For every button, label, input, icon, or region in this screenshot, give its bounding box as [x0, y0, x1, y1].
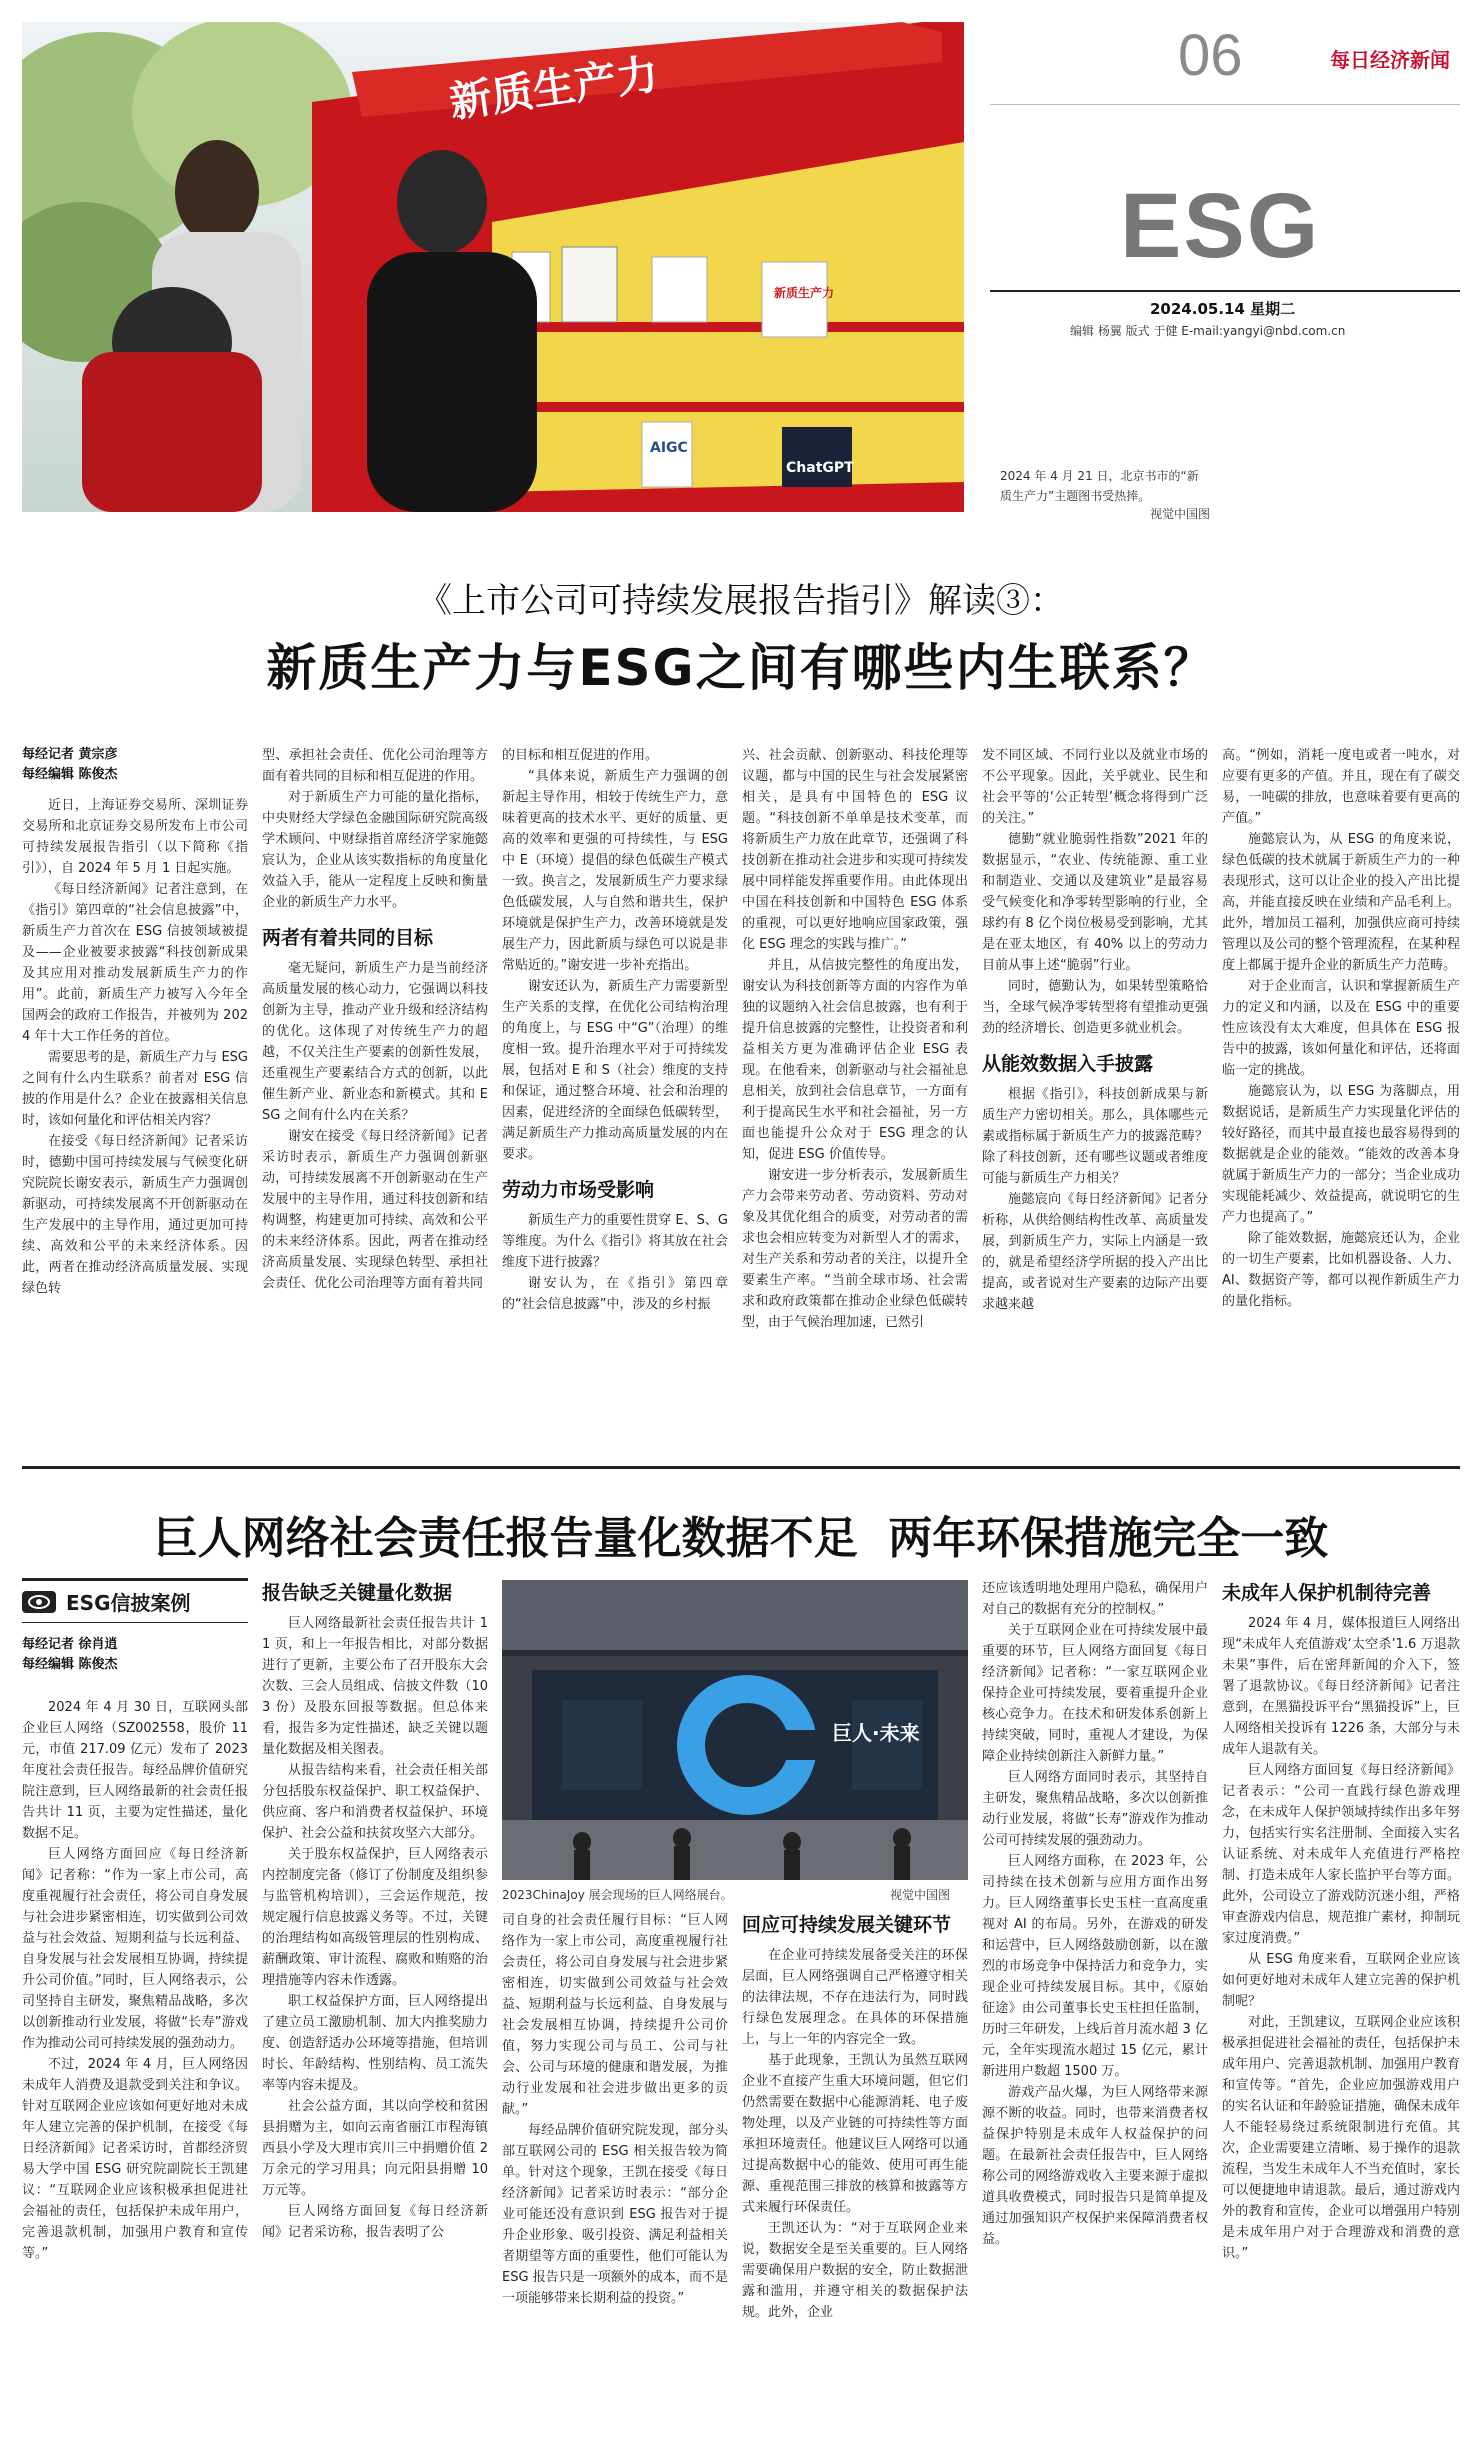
case-eye-icon	[22, 1591, 56, 1613]
article2-col4	[742, 1910, 968, 2418]
svg-text:ChatGPT: ChatGPT	[786, 460, 854, 476]
masthead-rule	[990, 104, 1460, 105]
top-photo-illustration	[22, 22, 964, 512]
paragraph: 从 ESG 角度来看，互联网企业应该如何更好地对未成年人建立完善的保护机制呢？	[1222, 1952, 1460, 2009]
paragraph: 巨人网络最新社会责任报告共计 11 页，和上一年报告相比，对部分数据进行了更新，主要公布了召开股东大会次数、三会人员组成、信披文件数（103 份）及股东回报等数据。但总体来看，报告多为定性描述，缺乏关键以题量化数据及相关图表。	[262, 1616, 488, 1757]
article1-col6	[1222, 745, 1460, 1455]
paper-name: 每日经济新闻	[1330, 48, 1450, 72]
article-divider	[22, 1466, 1460, 1469]
top-photo	[22, 22, 964, 512]
subhead: 未成年人保护机制待完善	[1222, 1582, 1432, 1604]
paragraph: 巨人网络方面回复《每日经济新闻》记者采访称，报告表明了公	[262, 2204, 488, 2240]
article1-col2	[262, 745, 488, 1455]
paragraph: 《每日经济新闻》记者注意到，在《指引》第四章的“社会信息披露”中，新质生产力首次在 ESG 信披领域被提及——企业被要求披露“科技创新成果及其应用对推动发展新质生产力的作用”。此前，新质生产力被写入今年全国两会的政府工作报告，并被列为 2024 年十大工作任务的首位。	[22, 882, 248, 1044]
paragraph: 在接受《每日经济新闻》记者采访时，德勤中国可持续发展与气候变化研究院院长谢安表示，新质生产力强调创新驱动，可持续发展离不开创新驱动在生产发展中的主导作用，通过更加可持续、高效和公平的未来经济体系。因此，两者在推动经济高质量发展、实现绿色转	[22, 1134, 248, 1296]
paragraph: 发不同区域、不同行业以及就业市场的不公平现象。因此，关乎就业、民生和社会平等的‘公正转型’概念将得到广泛的关注。”	[982, 748, 1208, 826]
expo-photo-illustration	[502, 1580, 968, 1880]
paragraph: 不过，2024 年 4 月，巨人网络因未成年人消费及退款受到关注和争议。针对互联网企业应该如何更好地对未成年人建立完善的保护机制，在接受《每日经济新闻》记者采访时，首都经济贸易大学中国 ESG 研究院副院长王凯建议：“互联网企业应该积极承担促进社会福祉的责任，包括保护未成年用户，完善退款机制，加强用户教育和宣传等。”	[22, 2057, 248, 2261]
case-label-text: ESG信披案例	[66, 1591, 191, 1615]
paragraph: 巨人网络方面同时表示，其坚持自主研发，聚焦精品战略，多次以创新推动行业发展，将做“长寿”游戏作为推动公司可持续发展的强劲动力。	[982, 1770, 1208, 1848]
article2-col3	[502, 1910, 728, 2418]
page-number: 06	[1178, 23, 1243, 88]
paragraph: 施懿宸向《每日经济新闻》记者分析称，从供给侧结构性改革、高质量发展，到新质生产力，实际上内涵是一致的，就是希望经济学所据的投入产出比提高，或者说对生产要素的边际产出要求越来越	[982, 1192, 1208, 1312]
article1-title: 新质生产力与ESG之间有哪些内生联系？	[266, 639, 1216, 697]
paragraph: 同时，德勤认为，如果转型策略恰当，全球气候净零转型将有望推动更强劲的经济增长、创造更多就业机会。	[982, 979, 1208, 1036]
case-label	[22, 1578, 248, 1623]
paragraph: 谢安在接受《每日经济新闻》记者采访时表示，新质生产力强调创新驱动，可持续发展离不开创新驱动在生产发展中的主导作用，通过科技创新和结构调整，构建更加可持续、高效和公平的未来经济体系。因此，两者在推动经济高质量发展、实现绿色转型、承担社会责任、优化公司治理等方面有着共同	[262, 1129, 488, 1291]
paragraph: 的目标和相互促进的作用。	[502, 748, 659, 763]
photo1-caption-text: 2024 年 4 月 21 日，北京书市的“新质生产力”主题图书受热捧。	[1000, 469, 1199, 503]
paragraph: 还应该透明地处理用户隐私，确保用户对自己的数据有充分的控制权。”	[982, 1581, 1208, 1617]
paragraph: 施懿宸认为，以 ESG 为落脚点，用数据说话，是新质生产力实现量化评估的较好路径，而其中最直接也最容易得到的数据就是企业的能效。“能效的改善本身就属于新质生产力的一部分；当企业成功实现能耗减少、效益提高，就说明它的生产力也提高了。”	[1222, 1084, 1460, 1225]
paragraph: 对于企业而言，认识和掌握新质生产力的定义和内涵，以及在 ESG 中的重要性应该没有太大难度，但具体在 ESG 报告中的披露，该如何量化和评估，还将面临一定的挑战。	[1222, 979, 1460, 1078]
paragraph: 关于互联网企业在可持续发展中最重要的环节，巨人网络方面回复《每日经济新闻》记者称：“一家互联网企业保持企业可持续发展，要着重提升企业核心竞争力。在技术和研发体系创新上持续突破，同时，重视人才建设，为保障企业持续创新注入新鲜力量。”	[982, 1623, 1208, 1764]
photo1-credit: 视觉中国图	[1149, 507, 1210, 521]
article1-col5	[982, 745, 1208, 1455]
paragraph: 并且，从信披完整性的角度出发，谢安认为科技创新等方面的内容作为单独的议题纳入社会信息披露，也有利于提升信息披露的完整性，让投资者和利益相关方更为准确评估企业 ESG 表现。在他看来，创新驱动与社会福祉息息相关，放到社会信息章节，一方面有利于提高民生水平和社会福祉，另一方面也能提升公众对于 ESG 理念的认知，促进 ESG 价值传导。	[742, 958, 968, 1162]
subhead: 两者有着共同的目标	[262, 927, 434, 949]
subhead: 劳动力市场受影响	[502, 1179, 655, 1201]
paragraph: 需要思考的是，新质生产力与 ESG 之间有什么内生联系？前者对 ESG 信披的作用是什么？企业在披露相关信息时，该如何量化和评估相关内容？	[22, 1050, 248, 1128]
expo-credit: 视觉中国图	[890, 1888, 951, 1902]
paragraph: 近日，上海证券交易所、深圳证券交易所和北京证券交易所发布上市公司可持续发展报告指引（以下简称《指引》），自 2024 年 5 月 1 日起实施。	[22, 798, 248, 876]
article1-kicker: 《上市公司可持续发展报告指引》解读③：	[418, 581, 1064, 621]
paragraph: 高。“例如，消耗一度电或者一吨水，对应要有更多的产值。并且，现在有了碳交易，一吨碳的排放，也意味着要有更高的产值。”	[1222, 748, 1460, 826]
svg-text:AIGC: AIGC	[650, 440, 688, 456]
subhead: 从能效数据入手披露	[982, 1053, 1154, 1075]
article1-editor: 每经编辑 陈俊杰	[22, 767, 118, 782]
paragraph: 德勤“就业脆弱性指数”2021 年的数据显示，“农业、传统能源、重工业和制造业、交通以及建筑业”是最容易受气候变化和净零转型影响的行业，全球约有 8 亿个岗位极易受到影响，尤其是在亚太地区，有 40% 以上的劳动力目前从事上述“脆弱”行业。	[982, 832, 1208, 973]
subhead: 报告缺乏关键量化数据	[262, 1582, 453, 1604]
paragraph: 2024 年 4 月，媒体报道巨人网络出现“未成年人充值游戏‘太空杀’1.6 万退款未果”事件，后在密拜新闻的介入下，签署了退款协议。《每日经济新闻》记者注意到，在黑猫投诉平台“黑猫投诉”上，巨人网络相关投诉有 1226 条，大部分与未成年人退款有关。	[1222, 1616, 1460, 1757]
paragraph: 从报告结构来看，社会责任相关部分包括股东权益保护、职工权益保护、供应商、客户和消费者权益保护、环境保护、社会公益和扶贫攻坚六大部分。	[262, 1763, 488, 1841]
photo1-caption	[1000, 465, 1210, 523]
expo-photo	[502, 1580, 968, 1880]
article1-col1	[22, 745, 248, 1455]
paragraph: 游戏产品火爆，为巨人网络带来源源不断的收益。同时，也带来消费者权益保护特别是未成年人权益保护的问题。在最新社会责任报告中，巨人网络称公司的网络游戏收入主要来源于虚拟道具收费模式，同时报告只是简单提及通过加强知识产权保护来保障消费者权益。	[982, 2085, 1208, 2247]
paragraph: 谢安进一步分析表示，发展新质生产力会带来劳动者、劳动资料、劳动对象及其优化组合的质变，对劳动者的需求也会相应转变为对新型人才的需求，对生产关系和劳动者的关注，以提升全要素生产率。“当前全球市场、社会需求和政府政策都在推动企业绿色低碳转型，由于气候治理加速，已然引	[742, 1168, 968, 1330]
article2-col1	[22, 1578, 248, 2418]
editor-line: 编辑 杨翼 版式 于健 E-mail:yangyi@nbd.com.cn	[1070, 324, 1346, 338]
paragraph: 根据《指引》，科技创新成果与新质生产力密切相关。那么，具体哪些元素或指标属于新质生产力的披露范畴？除了科技创新，还有哪些议题或者维度可能与新质生产力相关？	[982, 1087, 1208, 1186]
paragraph: 王凯还认为：“对于互联网企业来说，数据安全是至关重要的。巨人网络需要确保用户数据的安全，防止数据泄露和滥用，并遵守相关的数据保护法规。此外，企业	[742, 2221, 968, 2320]
paragraph: 在企业可持续发展备受关注的环保层面，巨人网络强调自己严格遵守相关的法律法规，不存在违法行为，同时践行绿色发展理念。在具体的环保措施上，与上一年的内容完全一致。	[742, 1948, 968, 2047]
article2-col5	[982, 1578, 1208, 2418]
paragraph: 巨人网络方面回应《每日经济新闻》记者称：“作为一家上市公司，高度重视履行社会责任，将公司自身发展与社会进步紧密相连，切实做到公司效益与社会效益、短期利益与长远利益、自身发展与社会发展相互协调，持续提升公司价值。”同时，巨人网络表示，公司坚持自主研发，聚焦精品战略，多次以创新推动行业发展，将做“长寿”游戏作为推动公司可持续发展的强劲动力。	[22, 1847, 248, 2051]
paragraph: 2024 年 4 月 30 日，互联网头部企业巨人网络（SZ002558，股价 11 元，市值 217.09 亿元）发布了 2023 年度社会责任报告。每经品牌价值研究院注意到，巨人网络最新的社会责任报告共计 11 页，主要为定性描述，量化数据不足。	[22, 1700, 248, 1841]
paragraph: 谢安还认为，新质生产力需要新型生产关系的支撑，在优化公司结构治理的角度上，与 ESG 中“G”（治理）的维度相一致。提升治理水平对于可持续发展，包括对 E 和 S（社会）维度的支持和保证，通过整合环境、社会和治理的因素，促进经济的全面绿色低碳转型，满足新质生产力推动高质量发展的内在要求。	[502, 979, 728, 1162]
paragraph: 对此，王凯建议，互联网企业应该积极承担促进社会福祉的责任，包括保护未成年用户、完善退款机制、加强用户教育和宣传等。“首先，企业应加强游戏用户的实名认证和年龄验证措施，确保未成年人不能轻易绕过系统限制进行充值。其次，企业需要建立清晰、易于操作的退款流程，当发生未成年人不当充值时，家长可以便捷地申请退款。最后，通过游戏内外的教育和宣传，企业可以增强用户特别是未成年用户对于合理游戏和消费的意识。”	[1222, 2015, 1460, 2261]
paragraph: 施懿宸认为，从 ESG 的角度来说，绿色低碳的技术就属于新质生产力的一种表现形式，这可以让企业的投入产出比提高，并能直接反映在业绩和产品毛利上。此外，增加员工福利，加强供应商可持续管理以及公司的整个管理流程，在某种程度上都属于提升企业的新质生产力范畴。	[1222, 832, 1460, 973]
paragraph: “具体来说，新质生产力强调的创新起主导作用，相较于传统生产力，意味着更高的技术水平、更好的质量、更高的效率和更强的可持续性，与 ESG 中 E（环境）提倡的绿色低碳生产模式一致。换言之，发展新质生产力要求绿色低碳发展，人与自然和谐共生，保护环境就是保护生产力，改善环境就是发展生产力，因此新质与绿色可以说是非常贴近的。”谢安进一步补充指出。	[502, 769, 728, 973]
section-title: ESG	[1120, 175, 1321, 277]
paragraph: 社会公益方面，其以向学校和贫困县捐赠为主，如向云南省丽江市程海镇西县小学及大理市宾川三中捐赠价值 2 万余元的学习用具；向元阳县捐赠 10 万元等。	[262, 2099, 488, 2198]
article2-title: 巨人网络社会责任报告量化数据不足 两年环保措施完全一致	[153, 1513, 1329, 1564]
subhead: 回应可持续发展关键环节	[742, 1914, 952, 1936]
paragraph: 对于新质生产力可能的量化指标，中央财经大学绿色金融国际研究院高级学术顾问、中财绿指首席经济学家施懿宸认为，企业从该实数指标的角度量化效益入手，能从一定程度上反映和衡量企业的新质生产力水平。	[262, 790, 488, 910]
paragraph: 巨人网络方面回复《每日经济新闻》记者表示：“公司一直践行绿色游戏理念，在未成年人保护领域持续作出多年努力，包括实行实名注册制、全面接入实名认证系统、对未成年人充值进行严格控制、打造未成年人家长监护平台等方面。此外，公司设立了游戏防沉迷小组，严格审查游戏内信息，规范推广素材，抑制玩家过度消费。”	[1222, 1763, 1460, 1946]
paragraph: 巨人网络方面称，在 2023 年，公司持续在技术创新与应用方面作出努力。巨人网络董事长史玉柱一直高度重视对 AI 的布局。另外，在游戏的研发和运营中，巨人网络鼓励创新，以在激烈的市场竞争中保持活力和竞争力，实现企业可持续发展目标。其中，《原始征途》由公司董事长史玉柱担任监制，历时三年研发，上线后首月流水超 3 亿元，全年实现流水超过 15 亿元，累计新进用户数超 1500 万。	[982, 1854, 1208, 2079]
paragraph: 每经品牌价值研究院发现，部分头部互联网公司的 ESG 相关报告较为简单。针对这个现象，王凯在接受《每日经济新闻》记者采访时表示：“部分企业可能还没有意识到 ESG 报告对于提升企业形象、吸引投资、满足利益相关者期望等方面的重要性，他们可能认为 ESG 报告只是一项额外的成本，而不是一项能够带来长期利益的投资。”	[502, 2123, 728, 2306]
section-rule	[990, 290, 1460, 292]
paragraph: 职工权益保护方面，巨人网络提出了建立员工激励机制、加大内推奖励力度、创造舒适办公环境等措施，但培训时长、年龄结构、性别结构、员工流失率等内容未提及。	[262, 1994, 488, 2093]
paragraph: 谢安认为，在《指引》第四章的“社会信息披露”中，涉及的乡村振	[502, 1276, 728, 1312]
paragraph: 毫无疑问，新质生产力是当前经济高质量发展的核心动力，它强调以科技创新为主导，推动产业升级和经济结构的优化。这体现了对传统生产力的超越，不仅关注生产要素的创新性发展，还重视生产要素结合方式的创新，以此催生新产业、新业态和新模式。其和 ESG 之间有什么内在关系？	[262, 961, 488, 1123]
paragraph: 基于此现象，王凯认为虽然互联网企业不直接产生重大环境问题，但它们仍然需要在数据中心能源消耗、电子废物处理，以及产业链的可持续性等方面承担环境责任。他建议巨人网络可以通过提高数据中心的能效、使用可再生能源、重视范围三排放的核算和披露等方式来履行环保责任。	[742, 2053, 968, 2215]
booth-sign: 新质生产力	[446, 49, 662, 127]
paragraph: 兴、社会贡献、创新驱动、科技伦理等议题，都与中国的民生与社会发展紧密相关，是具有中国特色的 ESG 议题。“科技创新不单单是技术变革，而将新质生产力放在此章节，还强调了科技创新在推动社会进步和实现可持续发展中同样能发挥重要作用。由此体现出中国在科技创新和中国特色 ESG 体系的重视，可以更好地响应国家政策，强化 ESG 理念的实践与推广。”	[742, 748, 968, 952]
article1-col4	[742, 745, 968, 1455]
paragraph: 新质生产力的重要性贯穿 E、S、G 等维度。为什么《指引》将其放在社会维度下进行披露？	[502, 1213, 728, 1270]
article2-col6	[1222, 1578, 1460, 2418]
paragraph: 司自身的社会责任履行目标：“巨人网络作为一家上市公司，高度重视履行社会责任，将公司自身发展与社会进步紧密相连，切实做到公司效益与社会效益、短期利益与长远利益、自身发展与社会发展相互协调，持续提升公司价值，努力实现公司与员工、公司与社会、公司与环境的健康和谐发展，为推动行业发展和社会进步做出更多的贡献。”	[502, 1913, 728, 2117]
article2-editor: 每经编辑 陈俊杰	[22, 1657, 118, 1672]
article2-col2	[262, 1578, 488, 2418]
paragraph: 除了能效数据，施懿宸还认为，企业的一切生产要素，比如机器设备、人力、AI、数据资产等，都可以视作新质生产力的量化指标。	[1222, 1231, 1460, 1309]
booth-banner: 巨人·未来	[832, 1721, 920, 1745]
svg-text:新质生产力: 新质生产力	[774, 286, 835, 300]
paragraph: 关于股东权益保护，巨人网络表示内控制度完备（修订了份制度及组织参与监管机构培训），三会运作规范，按规定履行信息披露义务等。不过，关键的治理结构如高级管理层的性别构成、薪酬政策、审计流程、腐败和贿赂的治理措施等内容未作透露。	[262, 1847, 488, 1988]
article1-reporter: 每经记者 黄宗彦	[22, 747, 118, 762]
article2-reporter: 每经记者 徐肖逍	[22, 1637, 118, 1652]
expo-caption: 2023ChinaJoy 展会现场的巨人网络展台。	[502, 1888, 733, 1902]
paragraph: 型、承担社会责任、优化公司治理等方面有着共同的目标和相互促进的作用。	[262, 748, 488, 784]
article1-col3	[502, 745, 728, 1455]
issue-date: 2024.05.14 星期二	[1150, 300, 1296, 318]
